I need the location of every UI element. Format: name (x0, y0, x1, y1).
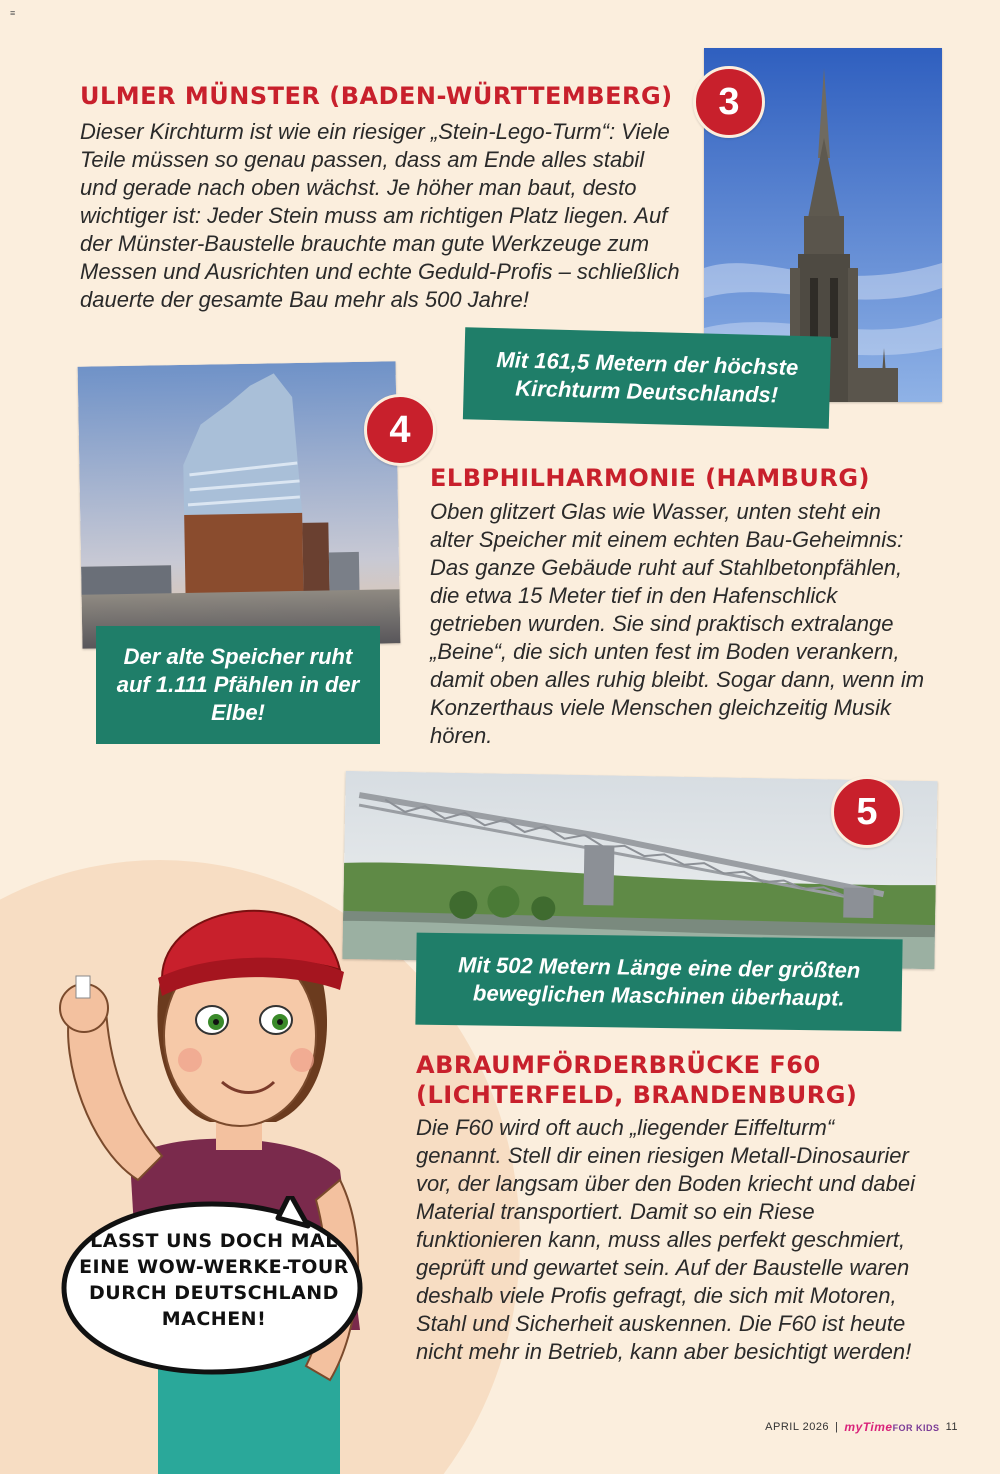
kid-character-illustration (40, 860, 410, 1474)
section-3-caption: Mit 161,5 Metern der höchste Kirchturm Deutschlands! (463, 327, 831, 429)
section-5-number-badge: 5 (831, 776, 903, 848)
section-5-title: ABRAUMFÖRDERBRÜCKE F60 (LICHTERFELD, BRANDENBURG) (416, 1051, 858, 1109)
section-3-number-badge: 3 (693, 66, 765, 138)
section-4-title: ELBPHILHARMONIE (HAMBURG) (430, 464, 871, 492)
page-number: 11 (945, 1421, 958, 1433)
section-4-number-badge: 4 (364, 394, 436, 466)
corner-mark: ≡ (10, 8, 16, 18)
elbphilharmonie-photo (78, 361, 401, 649)
footer-separator: | (835, 1421, 839, 1433)
section-4-caption: Der alte Speicher ruht auf 1.111 Pfählen in der Elbe! (96, 626, 380, 744)
brand-logo (844, 1420, 939, 1434)
footer-date: APRIL 2026 (765, 1421, 830, 1433)
section-5-text: Die F60 wird oft auch „liegender Eiffelturm“ genannt. Stell dir einen riesigen Metall-Dinosaurier vor, der langsam über den Boden kriecht und dabei Material transportiert. Damit so ein Riese funktionieren kann, muss alles perfekt geschmiert, geprüft und gewartet sein. Auf der Baustelle waren deshalb viele Profis gefragt, die sich mit Motoren, Stahl und Sicherheit auskennen. Die F60 ist heute nicht mehr in Betrieb, kann aber besichtigt werden! (416, 1115, 915, 1364)
brand-name: myTime (844, 1420, 893, 1434)
brand-suffix: FOR KIDS (892, 1423, 940, 1433)
section-3-text: Dieser Kirchturm ist wie ein riesiger „Stein-Lego-Turm“: Viele Teile müssen so genau passen, dass am Ende alles stabil und gerade nach oben wächst. Je höher man baut, desto wichtiger ist: Jeder Stein muss am richtigen Platz liegen. Auf der Münster-Baustelle brauchte man gute Werkzeuge zum Messen und Ausrichten und echte Geduld-Profis – schließlich dauerte der gesamte Bau mehr als 500 Jahre! (80, 119, 680, 312)
page-footer (765, 1420, 958, 1434)
section-3-title: ULMER MÜNSTER (BADEN-WÜRTTEMBERG) (80, 82, 673, 110)
section-4-text: Oben glitzert Glas wie Wasser, unten steht ein alter Speicher mit einem echten Bau-Geheimnis: Das ganze Gebäude ruht auf Stahlbetonpfählen, die etwa 15 Meter tief in den Hafenschlick getrieben wurden. Sie sind praktisch extralange „Beine“, die sich unten fest im Boden verankern, damit oben alles ruhig bleibt. Sogar dann, wenn im Konzerthaus viele Menschen gleichzeitig Musik hören. (430, 499, 925, 748)
speech-bubble-text: LASST UNS DOCH MAL EINE WOW-WERKE-TOUR DURCH DEUTSCHLAND MACHEN! (79, 1230, 349, 1330)
section-5-caption: Mit 502 Metern Länge eine der größten beweglichen Maschinen überhaupt. (415, 933, 902, 1032)
